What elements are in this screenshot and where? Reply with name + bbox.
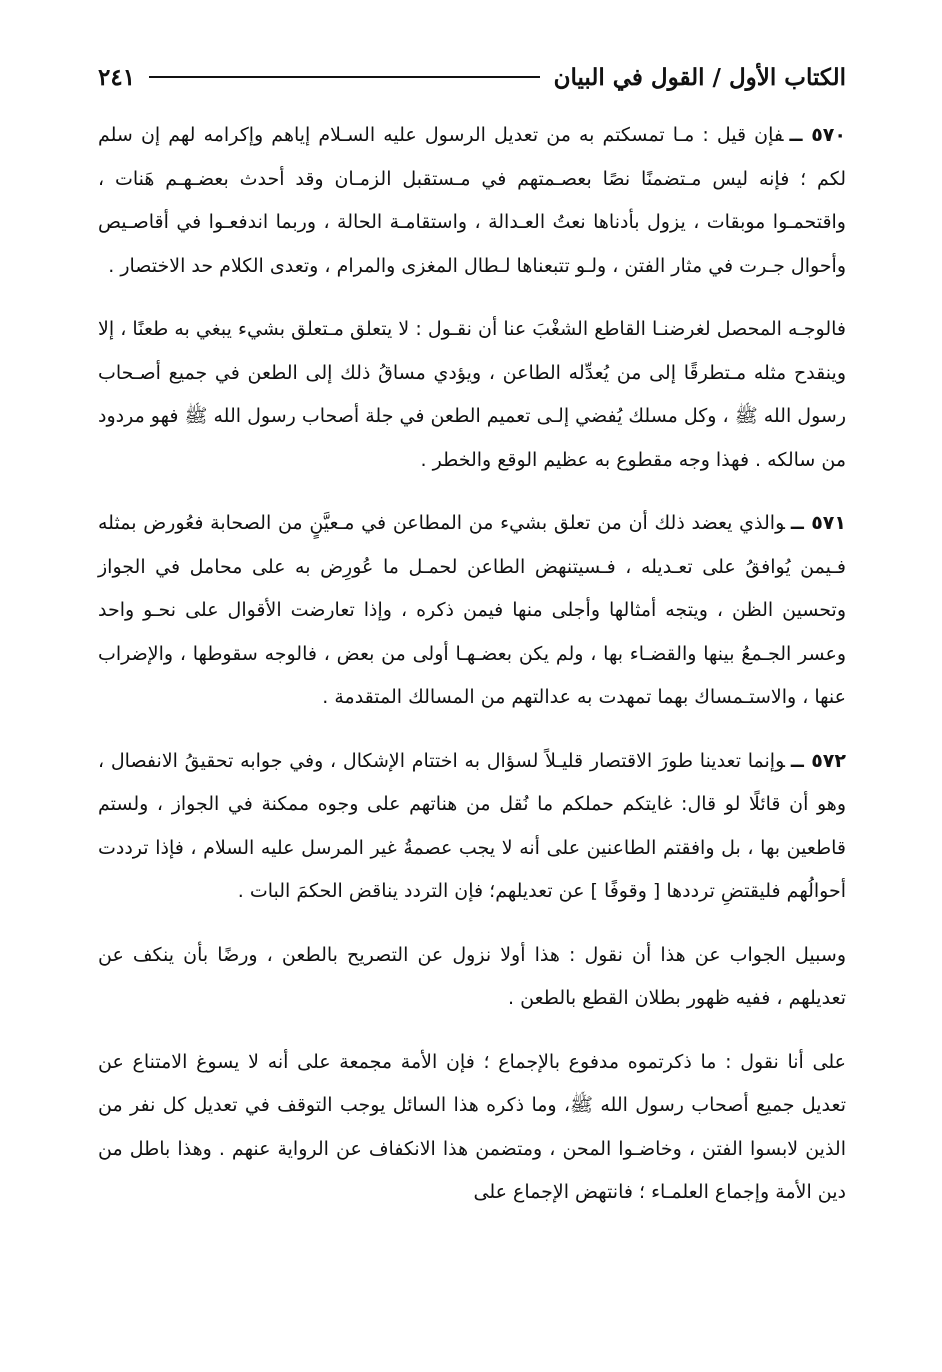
paragraph-572-ijma — [98, 1041, 846, 1215]
paragraph-text: فالوجـه المحصل لغرضنـا القاطع الشغْبَ عنا أن نقـول : لا يتعلق مـتعلق بشيء يبغي به طعنًا ، إلا وينقدح مثله مـتطرقًا إلى من يُعدِّله الطاعن ، ويؤدي مساقُ ذلك إلى الطعن في جميع أصـحاب رسول الله ﷺ ، وكل مسلك يُفضي إلـى تعميم الطعن في جلة أصحاب رسول الله ﷺ فهو مردود من سالكه . فهذا وجه مقطوع به عظيم الوقع والخطر . — [98, 318, 846, 471]
paragraph-text: على أنا نقول : ما ذكرتموه مدفوع بالإجماع ؛ فإن الأمة مجمعة على أنه لا يسوغ الامتناع عن تعديل جميع أصحاب رسول الله ﷺ، وما ذكره هذا السائل يوجب التوقف في تعديل كل نفر من الذين لابسوا الفتن ، وخاضـوا المحن ، ومتضمن هذا الانكفاف عن الرواية عنهم . وهذا باطل من دين الأمة وإجماع العلمـاء ؛ فانتهض الإجماع على — [98, 1050, 846, 1203]
header-title: الكتاب الأول / القول في البيان — [553, 63, 846, 91]
paragraph-number: ٥٧٢ ــ — [790, 749, 846, 772]
running-header — [98, 58, 846, 96]
paragraph-number: ٥٧١ ــ — [790, 512, 846, 534]
page-number: ٢٤١ — [98, 63, 136, 91]
paragraph-570-continuation — [98, 308, 846, 482]
paragraph-number: ٥٧٠ ــ — [789, 124, 846, 146]
paragraph-text: فإن قيل : مـا تمسكتم به من تعديل الرسول عليه السـلام إياهم وإكرامه لهم إن سلم لكم ؛ فإنه ليس مـتضمنًا نصًا بعصـمتهم في مـستقبل الزمـان وقد أحدث بعضـهـم هَنات ، واقتحمـوا موبقات ، يزول بأدناها نعتُ العـدالة ، واستقامـة الحالة ، وربما اندفعـوا في أقاصـيص وأحوال جـرت في مثار الفتن ، ولـو تتبعناها لـطال المغزى والمرام ، وتعدى الكلام حد الاختصار . — [98, 124, 846, 277]
paragraph-572 — [98, 740, 846, 914]
header-rule — [149, 76, 540, 78]
paragraph-text: وسبيل الجواب عن هذا أن نقول : هذا أولا نزول عن التصريح بالطعن ، ورضًا بأن ينكف عن تعديلهم ، ففيه ظهور بطلان القطع بالطعن . — [98, 943, 846, 1009]
paragraph-572-answer — [98, 934, 846, 1021]
paragraph-text: والذي يعضد ذلك أن من تعلق بشيء من المطاعن في مـعيَّنٍ من الصحابة فعُورض بمثله فـيمن يُوافقُ على تعـديله ، فـسيتنهض الطاعن لحمـل ما عُورِض به على محامل في الجواز وتحسين الظن ، ويتجه أمثالها وأجلى منها فيمن ذكره ، وإذا تعارضت الأقوال على نحـو واحد وعسر الجـمعُ بينها والقضـاء بها ، ولم يكن بعضـهـا أولى من بعض ، فالوجه سقوطها ، والإضراب عنها ، والاستـمساك بهما تمهدت به عدالتهم من المسالك المتقدمة . — [98, 512, 846, 708]
paragraph-570 — [98, 114, 846, 288]
paragraph-571 — [98, 502, 846, 720]
paragraph-text: وإنما تعدينا طورَ الاقتصار قليـلاً لسؤال به اختتام الإشكال ، وفي جوابه تحقيقُ الانفصال ، وهو أن قائلًا لو قال: غايتكم حملكم ما نُقل من هناتهم على وجوه ممكنة في الجواز ، ولستم قاطعين بها ، بل وافقتم الطاعنين على أنه لا يجب عصمةُ غير المرسل عليه السلام ، فإذا ترددت أحوالُهم فليقتضِ ترددها [ وقوفًا ] عن تعديلهم؛ فإن التردد يناقض الحكمَ البات . — [98, 749, 846, 902]
